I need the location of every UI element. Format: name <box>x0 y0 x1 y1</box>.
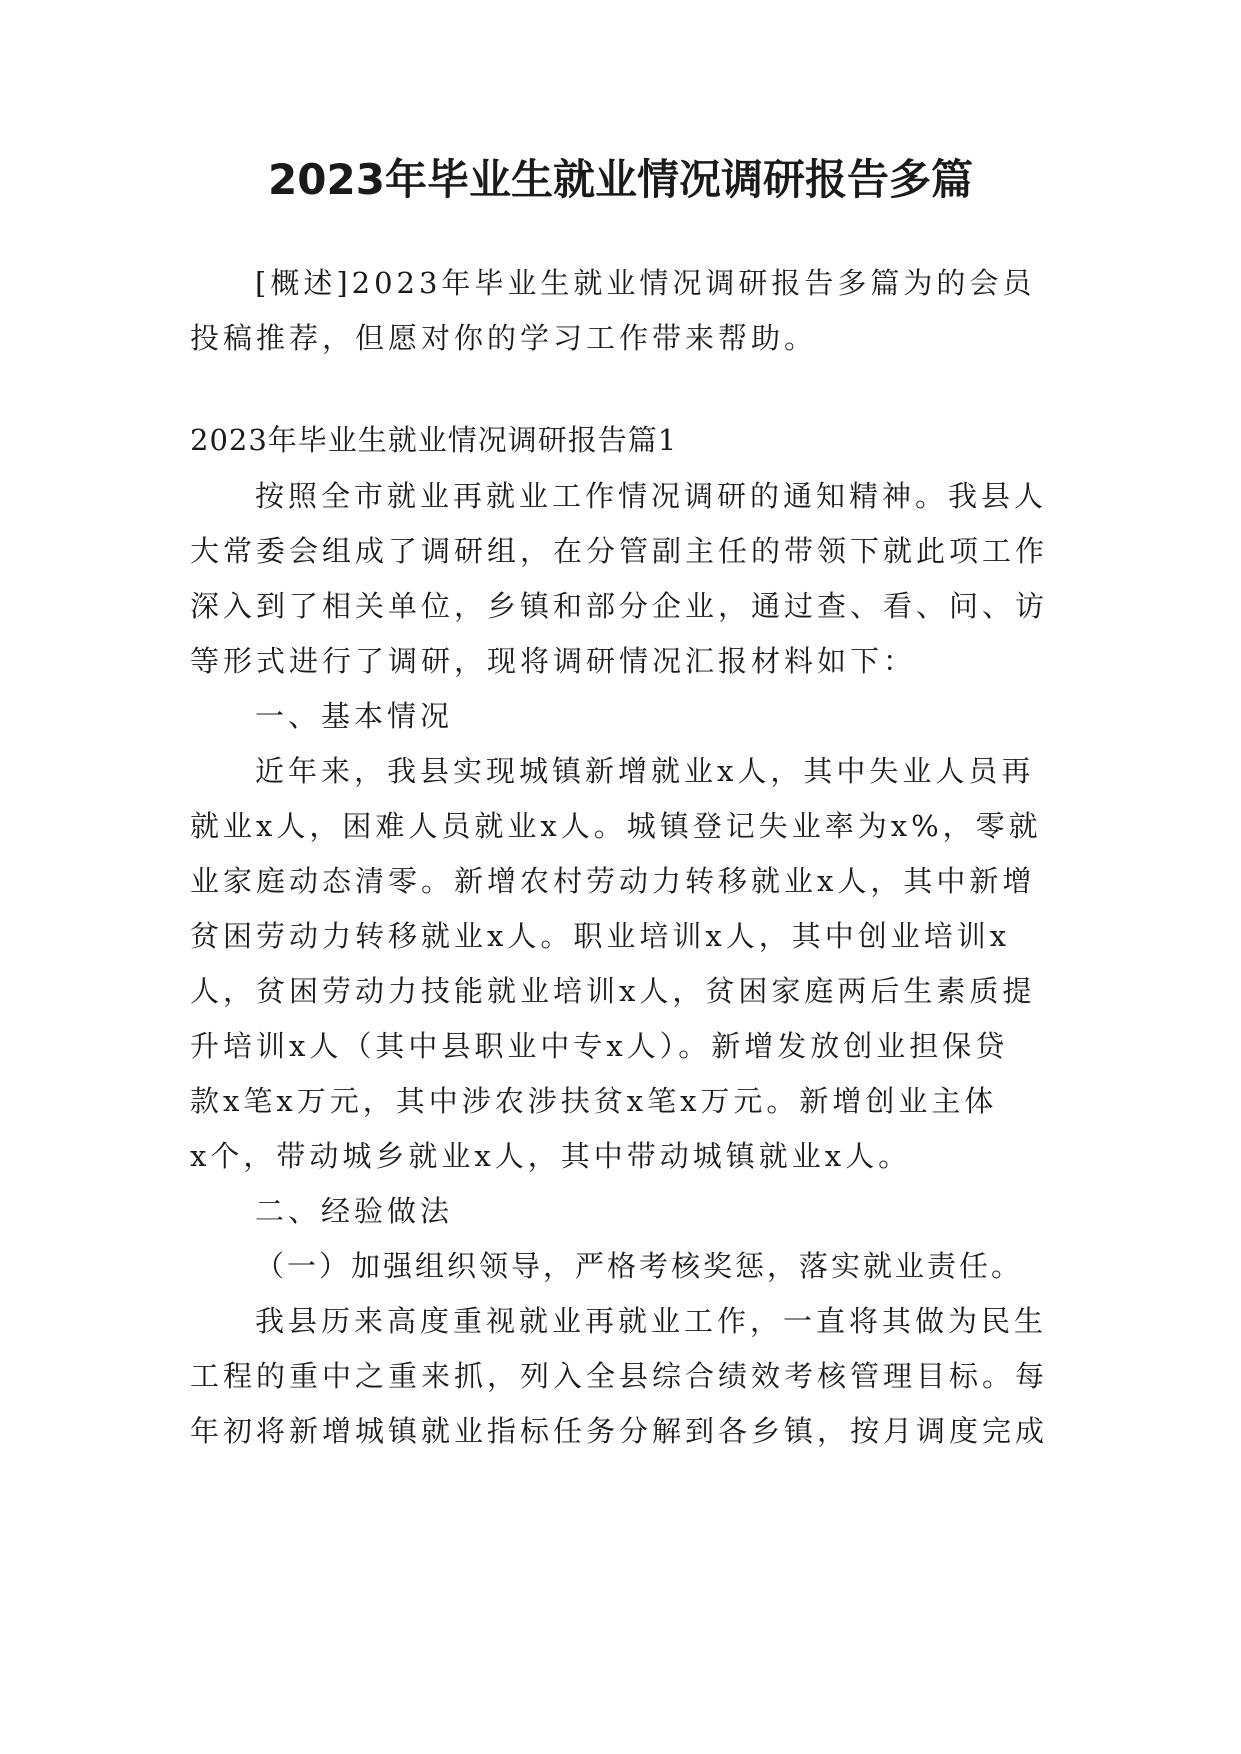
subheading-basic-situation: 一、基本情况 <box>255 699 454 733</box>
paragraph-line: 按照全市就业再就业工作情况调研的通知精神。我县人 <box>255 479 1048 513</box>
subheading-organization: （一）加强组织领导，严格考核奖惩，落实就业责任。 <box>255 1249 1024 1283</box>
paragraph-line: 工程的重中之重来抓，列入全县综合绩效考核管理目标。每 <box>190 1359 1049 1393</box>
paragraph-line: 我县历来高度重视就业再就业工作，一直将其做为民生 <box>255 1304 1048 1338</box>
paragraph-line: 贫困劳动力转移就业x人。职业培训x人，其中创业培训x <box>190 919 1011 953</box>
paragraph-line: 深入到了相关单位，乡镇和部分企业，通过查、看、问、访 <box>190 589 1049 623</box>
paragraph-line: 人，贫困劳动力技能就业培训x人，贫困家庭两后生素质提 <box>190 974 1036 1008</box>
document-title: 2023年毕业生就业情况调研报告多篇 <box>268 155 973 204</box>
paragraph-line: 升培训x人（其中县职业中专x人）。新增发放创业担保贷 <box>190 1029 1009 1063</box>
section-heading-report-1: 2023年毕业生就业情况调研报告篇1 <box>190 423 678 457</box>
summary-line-2: 投稿推荐，但愿对你的学习工作带来帮助。 <box>190 321 818 355</box>
paragraph-line: 大常委会组成了调研组，在分管副主任的带领下就此项工作 <box>190 534 1049 568</box>
paragraph-line: 就业x人，困难人员就业x人。城镇登记失业率为x%，零就 <box>190 809 1042 843</box>
paragraph-line: 等形式进行了调研，现将调研情况汇报材料如下： <box>190 644 917 678</box>
paragraph-line: 业家庭动态清零。新增农村劳动力转移就业x人，其中新增 <box>190 864 1036 898</box>
subheading-experience: 二、经验做法 <box>255 1194 454 1228</box>
paragraph-line: 近年来，我县实现城镇新增就业x人，其中失业人员再 <box>255 754 1035 788</box>
paragraph-line: 年初将新增城镇就业指标任务分解到各乡镇，按月调度完成 <box>190 1414 1049 1448</box>
summary-line-1: [概述]2023年毕业生就业情况调研报告多篇为的会员 <box>255 266 1036 300</box>
paragraph-line: 款x笔x万元，其中涉农涉扶贫x笔x万元。新增创业主体 <box>190 1084 998 1118</box>
paragraph-line: x个，带动城乡就业x人，其中带动城镇就业x人。 <box>190 1139 912 1173</box>
